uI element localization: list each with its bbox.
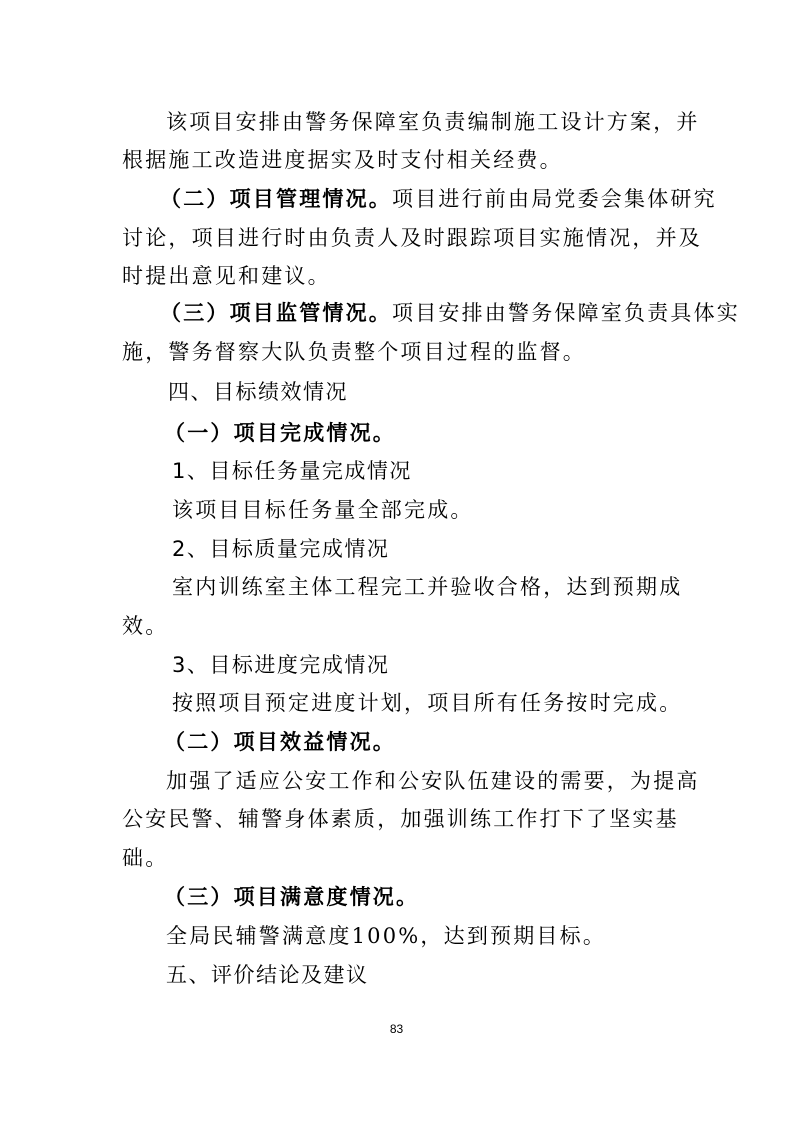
body-text: 项目进行前由局党委会集体研究 <box>392 187 717 211</box>
subsection-heading: （一）项目完成情况。 <box>164 421 396 445</box>
paragraph-line <box>160 184 717 214</box>
subsection-heading-inline: （二）项目管理情况。 <box>160 187 392 211</box>
body-text-line: 加强了适应公安工作和公安队伍建设的需要，为提高 <box>166 769 700 793</box>
body-text-line: 讨论，项目进行时由负责人及时跟踪项目实施情况，并及 <box>122 226 702 250</box>
body-text: 项目安排由警务保障室负责具体实 <box>392 301 740 325</box>
body-text-line: 按照项目预定进度计划，项目所有任务按时完成。 <box>172 691 683 715</box>
body-text-line: 该项目目标任务量全部完成。 <box>172 498 474 522</box>
item-heading: 2、目标质量完成情况 <box>172 537 390 561</box>
body-text-line: 全局民辅警满意度100%，达到预期目标。 <box>166 924 607 948</box>
section-heading: 四、目标绩效情况 <box>168 380 348 404</box>
body-text-line: 该项目安排由警务保障室负责编制施工设计方案，并 <box>166 110 700 134</box>
body-text-line: 室内训练室主体工程完工并验收合格，达到预期成 <box>172 575 683 599</box>
body-text-line: 础。 <box>122 846 169 870</box>
body-text-line: 时提出意见和建议。 <box>122 264 331 288</box>
body-text-line: 根据施工改造进度据实及时支付相关经费。 <box>122 148 563 172</box>
body-text-line: 施，警务督察大队负责整个项目过程的监督。 <box>122 340 586 364</box>
body-text-line: 公安民警、辅警身体素质，加强训练工作打下了坚实基 <box>122 807 679 831</box>
section-heading: 五、评价结论及建议 <box>166 963 369 987</box>
item-heading: 3、目标进度完成情况 <box>172 653 390 677</box>
body-text-line: 效。 <box>122 614 169 638</box>
item-heading: 1、目标任务量完成情况 <box>172 459 412 483</box>
subsection-heading: （三）项目满意度情况。 <box>164 885 420 909</box>
paragraph-line <box>160 298 740 328</box>
page-number: 83 <box>389 1022 404 1036</box>
subsection-heading-inline: （三）项目监管情况。 <box>160 301 392 325</box>
subsection-heading: （二）项目效益情况。 <box>164 730 396 754</box>
